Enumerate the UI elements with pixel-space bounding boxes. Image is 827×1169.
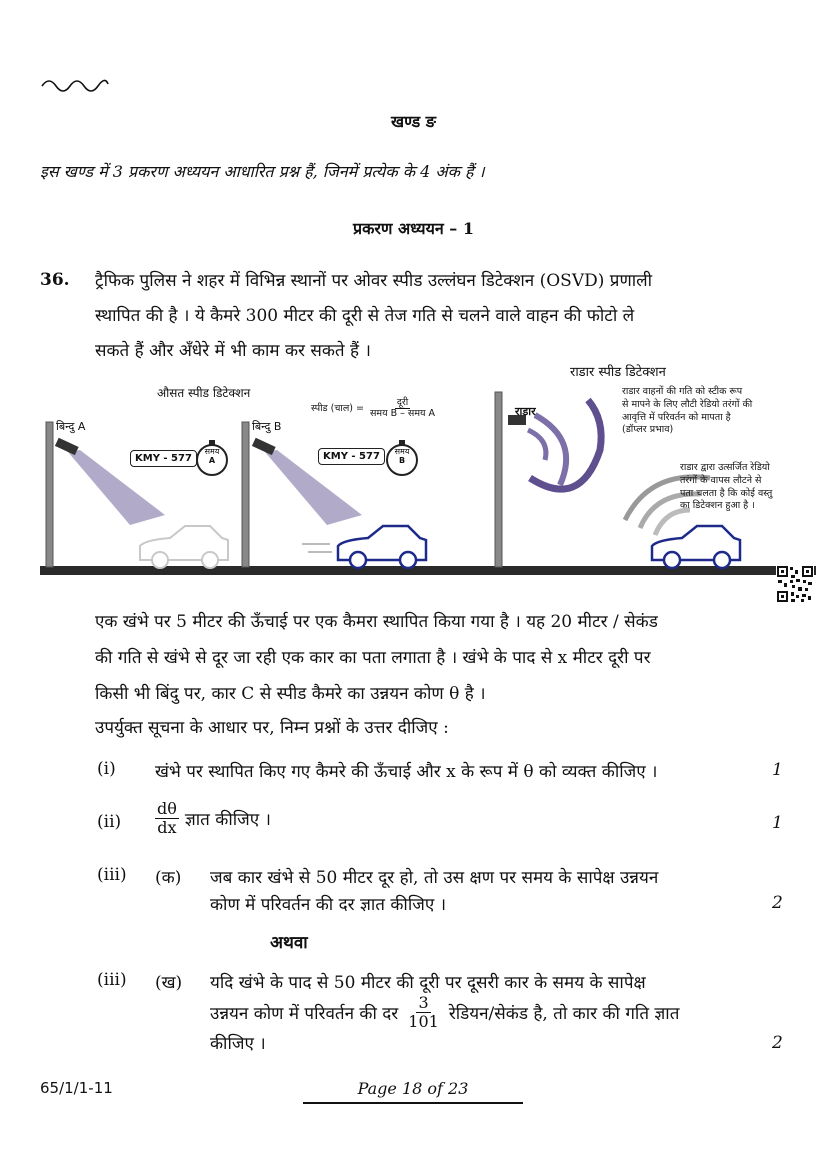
radar-note-detection: राडार द्वारा उत्सर्जित रेडियो तरंगों के वापस लौटने से पता चलता है कि कोई वस्तु का डिटेक्शन हुआ है । <box>680 462 773 512</box>
footer-rule <box>303 1102 523 1104</box>
or-label: अथवा <box>270 933 308 953</box>
question-number: 36. <box>40 270 70 290</box>
part-ii-text: $\frac{d\theta}{dx}$ ज्ञात कीजिए । <box>157 799 271 837</box>
part-iiia-line-2: कोण में परिवर्तन की दर ज्ञात कीजिए । <box>210 895 447 915</box>
body-line-2: की गति से खंभे से दूर जा रही एक कार का पता लगाता है । खंभे के पाद से x मीटर दूरी पर <box>95 648 651 668</box>
plate-a: KMY - 577 <box>130 450 197 467</box>
speed-detection-figure <box>40 360 816 582</box>
part-iiib-line-2: उन्नयन कोण में परिवर्तन की दर $\frac{3}{101}$ रेडियन/सेकंड है, तो कार की गति ज्ञात <box>210 993 680 1031</box>
part-ii-marks: 1 <box>772 813 783 833</box>
decorative-squiggle <box>40 72 110 94</box>
radar-speed-title: राडार स्पीड डिटेक्शन <box>570 365 666 380</box>
part-i-text: खंभे पर स्थापित किए गए कैमरे की ऊँचाई और x के रूप में θ को व्यक्त कीजिए । <box>155 762 658 782</box>
case-study-title: प्रकरण अध्ययन – 1 <box>352 219 475 238</box>
instructions: उपर्युक्त सूचना के आधार पर, निम्न प्रश्नों के उत्तर दीजिए : <box>95 718 449 738</box>
part-iiia-line-1: जब कार खंभे से 50 मीटर दूर हो, तो उस क्षण पर समय के सापेक्ष उन्नयन <box>210 868 659 888</box>
part-iiia-sub: (क) <box>155 868 182 888</box>
radar-label: राडार <box>515 405 536 418</box>
qr-code <box>776 565 814 603</box>
paper-code: 65/1/1-11 <box>40 1079 113 1097</box>
plate-b: KMY - 577 <box>318 448 385 465</box>
page-number: Page 18 of 23 <box>357 1079 469 1098</box>
intro-line-1: ट्रैफिक पुलिस ने शहर में विभिन्न स्थानों पर ओवर स्पीड उल्लंघन डिटेक्शन (OSVD) प्रणाली <box>95 271 653 291</box>
part-iiib-line-1: यदि खंभे के पाद से 50 मीटर की दूरी पर दूसरी कार के समय के सापेक्ष <box>210 973 646 993</box>
part-i-label: (i) <box>97 759 116 779</box>
timer-b: समय B <box>394 447 410 465</box>
intro-line-3: सकते हैं और अँधेरे में भी काम कर सकते हैं । <box>95 341 371 361</box>
part-iiib-line-3: कीजिए । <box>210 1034 266 1054</box>
intro-line-2: स्थापित की है । ये कैमरे 300 मीटर की दूरी से तेज गति से चलने वाले वाहन की फोटो ले <box>95 306 635 326</box>
part-ii-label: (ii) <box>97 812 122 832</box>
body-line-3: किसी भी बिंदु पर, कार C से स्पीड कैमरे का उन्नयन कोण θ है । <box>95 684 486 704</box>
radar-note-doppler: राडार वाहनों की गति को स्टीक रूप से मापने के लिए लौटी रेडियो तरंगों की आवृत्ति में परिवर्तन को मापता है (डॉप्लर प्रभाव) <box>622 386 753 436</box>
point-a-label: बिन्दु A <box>56 420 86 433</box>
avg-speed-title: औसत स्पीड डिटेक्शन <box>157 386 251 400</box>
part-iiib-label: (iii) <box>97 970 127 990</box>
body-line-1: एक खंभे पर 5 मीटर की ऊँचाई पर एक कैमरा स्थापित किया गया है । यह 20 मीटर / सेकंड <box>95 612 658 632</box>
point-b-label: बिन्दु B <box>252 420 282 433</box>
section-note: इस खण्ड में 3 प्रकरण अध्ययन आधारित प्रश्न हैं, जिनमें प्रत्येक के 4 अंक हैं । <box>40 162 485 181</box>
speed-formula: स्पीड (चाल) = $\frac{\text{दूरी}}{\text{समय B – समय A}}$ <box>311 397 436 420</box>
part-iiib-marks: 2 <box>772 1033 783 1053</box>
section-title: खण्ड ङ <box>390 112 436 131</box>
part-iiia-label: (iii) <box>97 865 127 885</box>
part-iiib-sub: (ख) <box>155 973 183 993</box>
part-iiia-marks: 2 <box>772 893 783 913</box>
part-i-marks: 1 <box>772 760 783 780</box>
timer-a: समय A <box>204 447 220 465</box>
